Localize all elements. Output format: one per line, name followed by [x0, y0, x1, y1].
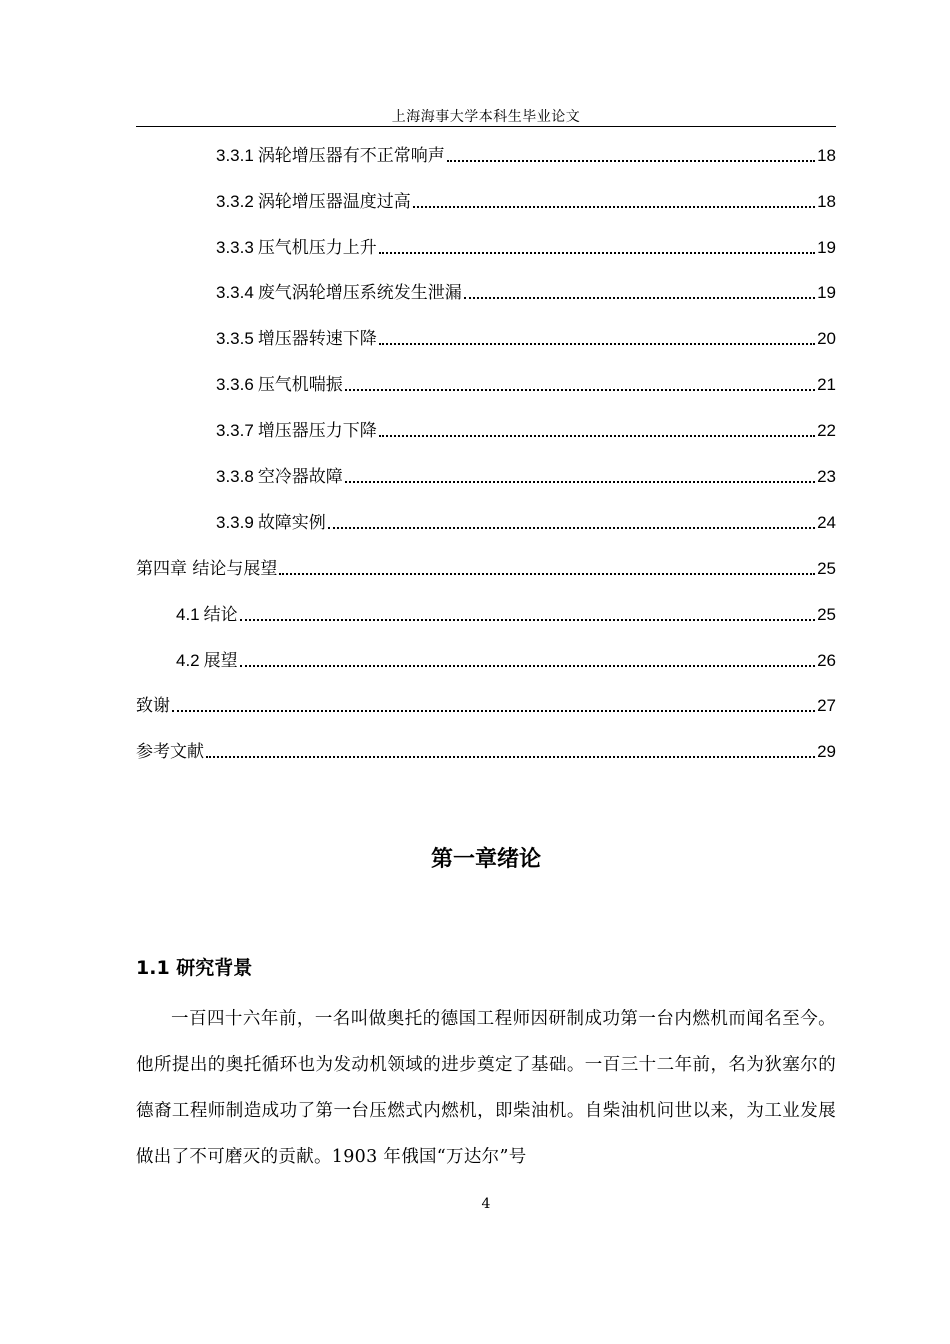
toc-page: 19 — [817, 283, 836, 302]
toc-page: 29 — [817, 742, 836, 761]
toc-number: 4.1 — [176, 605, 200, 624]
toc-entry[interactable] — [176, 645, 836, 673]
toc-entry[interactable] — [216, 140, 836, 168]
toc-leader — [379, 343, 815, 345]
toc-page: 23 — [817, 467, 836, 486]
toc-title: 压气机喘振 — [257, 375, 343, 395]
section-title: 1.1 研究背景 — [136, 957, 253, 979]
toc-entry[interactable] — [216, 323, 836, 351]
toc-title: 参考文献 — [136, 742, 204, 762]
toc-page: 19 — [817, 238, 836, 257]
toc-number: 3.3.4 — [216, 283, 254, 302]
toc-number: 3.3.7 — [216, 421, 254, 440]
toc-entry-chapter[interactable] — [136, 553, 836, 581]
toc-page: 24 — [817, 513, 836, 532]
toc-page: 18 — [817, 192, 836, 211]
header-rule — [136, 126, 836, 127]
toc-entry-chapter[interactable] — [136, 690, 836, 718]
toc-number: 4.2 — [176, 651, 200, 670]
toc-page: 26 — [817, 651, 836, 670]
toc-leader — [413, 206, 815, 208]
toc-entry[interactable] — [216, 277, 836, 305]
toc-leader — [240, 665, 815, 667]
page-number: 4 — [481, 1196, 491, 1212]
toc-title: 结论 — [203, 605, 238, 625]
toc-title: 故障实例 — [257, 513, 326, 533]
chapter-title: 第一章绪论 — [430, 847, 541, 872]
toc-entry[interactable] — [216, 507, 836, 535]
toc-page: 22 — [817, 421, 836, 440]
toc-entry[interactable] — [216, 232, 836, 260]
toc-page: 25 — [817, 605, 836, 624]
toc-leader — [345, 389, 815, 391]
toc-number: 3.3.9 — [216, 513, 254, 532]
toc-page: 21 — [817, 375, 836, 394]
toc-leader — [206, 756, 815, 758]
toc-leader — [345, 481, 815, 483]
toc-title: 涡轮增压器有不正常响声 — [257, 146, 445, 166]
toc-page: 18 — [817, 146, 836, 165]
toc-number: 3.3.5 — [216, 329, 254, 348]
toc-leader — [447, 160, 815, 162]
toc-number: 3.3.8 — [216, 467, 254, 486]
toc-title: 废气涡轮增压系统发生泄漏 — [257, 283, 462, 303]
toc-number: 3.3.1 — [216, 146, 254, 165]
toc-page: 20 — [817, 329, 836, 348]
toc-title: 压气机压力上升 — [257, 238, 377, 258]
toc-entry[interactable] — [216, 369, 836, 397]
toc-title: 致谢 — [136, 696, 170, 716]
toc-entry[interactable] — [216, 186, 836, 214]
toc-entry[interactable] — [176, 599, 836, 627]
toc-leader — [379, 252, 815, 254]
toc-title: 涡轮增压器温度过高 — [257, 192, 411, 212]
toc-leader — [172, 710, 815, 712]
toc-number: 3.3.2 — [216, 192, 254, 211]
toc-number: 3.3.6 — [216, 375, 254, 394]
toc-entry-chapter[interactable] — [136, 736, 836, 764]
toc-title: 增压器转速下降 — [257, 329, 377, 349]
toc-leader — [279, 573, 815, 575]
toc-title: 第四章 结论与展望 — [136, 559, 278, 579]
toc-title: 展望 — [203, 651, 238, 671]
toc-leader — [328, 527, 815, 529]
toc-leader — [379, 435, 815, 437]
toc-title: 空冷器故障 — [257, 467, 343, 487]
toc-page: 25 — [817, 559, 836, 578]
toc-leader — [240, 619, 815, 621]
toc-leader — [464, 297, 815, 299]
toc-number: 3.3.3 — [216, 238, 254, 257]
toc-page: 27 — [817, 696, 836, 715]
page-header: 上海海事大学本科生毕业论文 — [391, 109, 581, 125]
toc-title: 增压器压力下降 — [257, 421, 377, 441]
toc-entry[interactable] — [216, 415, 836, 443]
body-paragraph: 一百四十六年前，一名叫做奥托的德国工程师因研制成功第一台内燃机而闻名至今。他所提出的奥托循环也为发动机领域的进步奠定了基础。一百三十二年前，名为狄塞尔的德裔工程师制造成功了第一台压燃式内燃机，即柴油机。自柴油机问世以来，为工业发展做出了不可磨灭的贡献。1903 年俄国“万达尔”号 — [136, 1009, 836, 1167]
toc-entry[interactable] — [216, 461, 836, 489]
